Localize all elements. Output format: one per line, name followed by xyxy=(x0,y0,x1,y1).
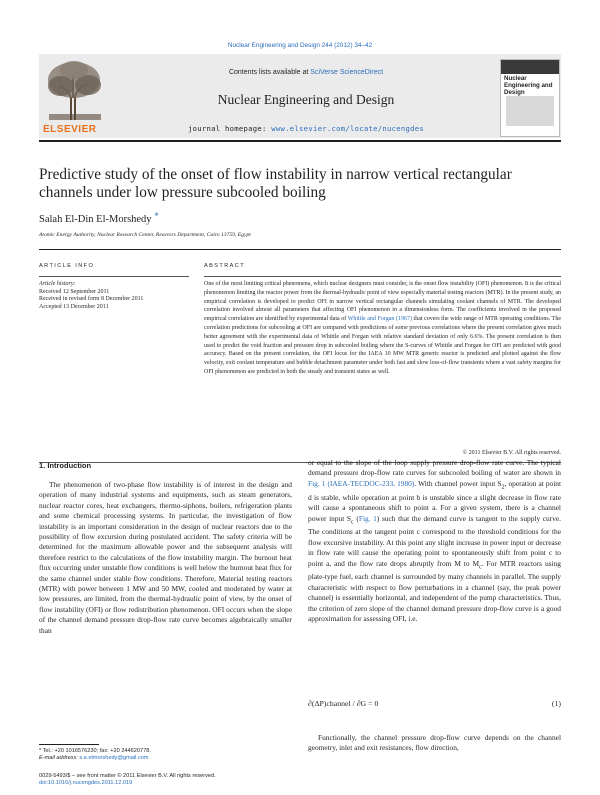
header-rule xyxy=(39,140,561,142)
author-line xyxy=(39,211,159,225)
article-history xyxy=(39,281,189,311)
footnote-tel: * Tel.: +20 1016576230; fax: +20 244620778. xyxy=(39,748,151,754)
title-rule xyxy=(39,249,561,250)
publisher-wordmark: ELSEVIER xyxy=(43,124,97,135)
email-label: E-mail address: xyxy=(39,755,80,762)
equation-1 xyxy=(308,699,561,708)
abstract-part: that covers the wide range of MTR operating conditions. The correlation predictions for subcooling at OFI are compared with predictions of some previous correlations where the present correlation gives much better agreement with the experimental data of Whittle and Forgan with relative standard deviation of only 6.6%. The present correlation is then used to predict the void fraction and pressure drop in subcooled boiling where the S-curves of Whittle and Forgan for OFI are predicted with good accuracy. Based on the present correlation, the OFI locus for the IAEA 10 MW MTR generic reactor is predicted and plotted against the flow velocity, exit coolant temperature and bubble detachment parameter under both fast and slow loss-of-flow transients where a vast safety margins for OFI phenomenon are predicted in both the steady and transient states as well. xyxy=(204,316,561,375)
journal-homepage xyxy=(120,124,492,133)
email-link[interactable]: s.e.elmorshedy@gmail.com xyxy=(79,755,149,762)
journal-cover-thumbnail xyxy=(500,59,560,137)
body-paragraph: Functionally, the channel pressure drop-flow curve depends on the channel geometry, inlet and exit resistances, flow direction, xyxy=(308,733,561,753)
journal-citation[interactable]: Nuclear Engineering and Design 244 (2012) 34–42 xyxy=(227,42,373,49)
contents-line xyxy=(120,69,492,76)
abstract-text xyxy=(204,280,561,377)
equation-expression: ∂(ΔP)channel / ∂G = 0 xyxy=(308,699,379,708)
article-title: Predictive study of the onset of flow instability in narrow vertical rectangular channels under low pressure subcooled boiling xyxy=(39,166,512,201)
footnote-rule xyxy=(39,744,99,745)
ref-whittle-forgan[interactable]: Whittle and Forgan (1967) xyxy=(347,316,412,323)
body-text: ) such that the demand curve is tangent to the supply curve. The conditions at the tangent point c correspond to the threshold conditions for the flow excursive instability. At this point any slight increase in power input or decrease in flow rate will cause the operating point to spontaneously shift from point c to point a, and the flow rate drops abruptly from M to M xyxy=(308,513,562,568)
ref-iaea-tecdoc[interactable]: (IAEA-TECDOC-233, 1980) xyxy=(327,478,415,488)
subscript: c xyxy=(351,518,354,525)
history-item: Accepted 13 December 2011 xyxy=(39,303,109,310)
subscript: c xyxy=(479,564,482,571)
cover-image xyxy=(506,96,554,126)
abstract-heading: ABSTRACT xyxy=(204,263,246,269)
fig1-link[interactable]: Fig. 1 xyxy=(308,478,326,488)
body-text: . With channel power input S xyxy=(414,478,502,488)
cover-band xyxy=(501,60,559,74)
copyright: © 2011 Elsevier B.V. All rights reserved. xyxy=(462,450,561,456)
body-column-right: or equal to the slope of the loop supply pressure drop-flow rate curve. The typical demand pressure drop-flow rate curves for subcooled boiling of water are shown in Fig. 1 (IAEA-TECDOC-233, 1980). With channel power input $S_2$, operation at point d is stable, while operation at point b is unstable since a slight decrease in flow rate will cause a spontaneous shift to point a. For a given system, there is a channel power input $S_c$ (Fig. 1) such that the demand curve is tangent to the supply curve. The conditions at the tangent point c correspond to the threshold conditions for the flow excursive instability. At this point any slight increase in power input or decrease in flow rate will cause the operating point to spontaneously shift from point c to point a, and the flow rate drops abruptly from M to $M_c$. For MTR reactors using plate-type fuel, each channel is surrounded by many channels in parallel. The supply characteristic with respect to flow perturbations in a channel (say, the peak power channel) is essentially horizontal, and independent of the pump characteristics. Thus, the criterion of zero slope of the channel demand pressure drop-flow curve is a good approximation for assessing OFI, i.e. xyxy=(308,458,562,624)
author-footnote-mark[interactable]: * xyxy=(154,211,159,221)
history-item: Received 12 September 2011 xyxy=(39,288,110,295)
history-item: Received in revised form 8 December 2011 xyxy=(39,296,144,303)
contents-prefix: Contents lists available at xyxy=(228,69,311,76)
article-info-rule xyxy=(39,276,189,277)
history-label: Article history: xyxy=(39,281,76,287)
issn-line: 0029-5493/$ – see front matter © 2011 Elsevier B.V. All rights reserved. xyxy=(39,773,216,779)
abstract-rule xyxy=(204,276,561,277)
journal-name: Nuclear Engineering and Design xyxy=(217,92,395,107)
author-name: Salah El-Din El-Morshedy xyxy=(39,214,152,225)
affiliation: Atomic Energy Authority, Nuclear Research Center, Reactors Department, Cairo 13759, Egypt xyxy=(39,232,251,238)
equation-number: (1) xyxy=(551,699,561,708)
abstract-part: One of the most limiting critical phenomena, which nuclear designers must consider, is the onset flow instability (OFI) phenomenon. It is the critical phenomenon limiting the reactor power from the thermal-hydraulic point of view especially material testing reactors (MTR). In the present study, an empirical correlation is developed to predict OFI in narrow vertical rectangular channels simulating coolant channels of MTR. The developed correlation involved almost all parameters that affecting OFI phenomenon in a dimensionless form. The coefficients involved in the proposed empirical correlation are identified by experimental data of xyxy=(204,281,561,323)
section-heading-introduction: 1. Introduction xyxy=(39,461,92,470)
body-column-left: The phenomenon of two-phase flow instability is of interest in the design and operation of many industrial systems and equipments, such as steam generators, nuclear reactor cores, heat exchangers, thermo-siphons, boilers, refrigeration plants and some chemical processing systems. In particular, the investigation of flow instability is an important consideration in the design of nuclear reactors due to the possibility of flow excursion during postulated accident. The safety criteria will be determined for the maximum allowable power and the subsequent analysis will therefore restrict to the calculations of the flow instability margin. The burnout heat flux occurring under unstable flow conditions is well below the burnout heat flux for the same channel under stable flow conditions. Therefore, Material testing reactors (MTR) with power between 1 MW and 50 MW, cooled and moderated by water at low pressures, are limited, from the thermal-hydraulic point of view, by the onset of flow instability (OFI) or flow redistribution phenomenon. OFI occurs when the slope of the channel demand pressure drop-flow rate curve becomes algebraically smaller than xyxy=(39,480,292,635)
homepage-label: journal homepage: xyxy=(188,124,272,133)
subscript: 2 xyxy=(501,484,505,491)
sciencedirect-link[interactable]: SciVerse ScienceDirect xyxy=(310,69,384,76)
homepage-link[interactable]: www.elsevier.com/locate/nucengdes xyxy=(271,124,424,133)
body-text: . For MTR reactors using plate-type fuel, each channel is surrounded by many channels in parallel. The supply characteristic with respect to flow perturbations in a channel (say, the peak power channel) is essentially horizontal, and independent of the pump characteristics. Thus, the criterion of zero slope of the channel demand pressure drop-flow curve is a good approximation for assessing OFI, i.e. xyxy=(308,558,561,624)
body-text: , operation at point d is stable, while operation at point b is unstable since a slight decrease in flow rate will cause a spontaneous shift to point a. For a given system, there is a channel power input S xyxy=(308,478,562,523)
cover-title: Nuclear Engineering and Design xyxy=(504,75,553,96)
issn-doi xyxy=(39,773,292,787)
article-info-heading: ARTICLE INFO xyxy=(39,263,95,269)
body-text: or equal to the slope of the loop supply pressure drop-flow rate curve. The typical demand pressure drop-flow rate curves for subcooled boiling of water are shown in xyxy=(308,458,561,478)
doi-link[interactable]: doi:10.1016/j.nucengdes.2011.12.019 xyxy=(39,780,133,787)
author-footnote xyxy=(39,748,292,762)
fig1-link[interactable]: Fig. 1 xyxy=(358,513,377,523)
